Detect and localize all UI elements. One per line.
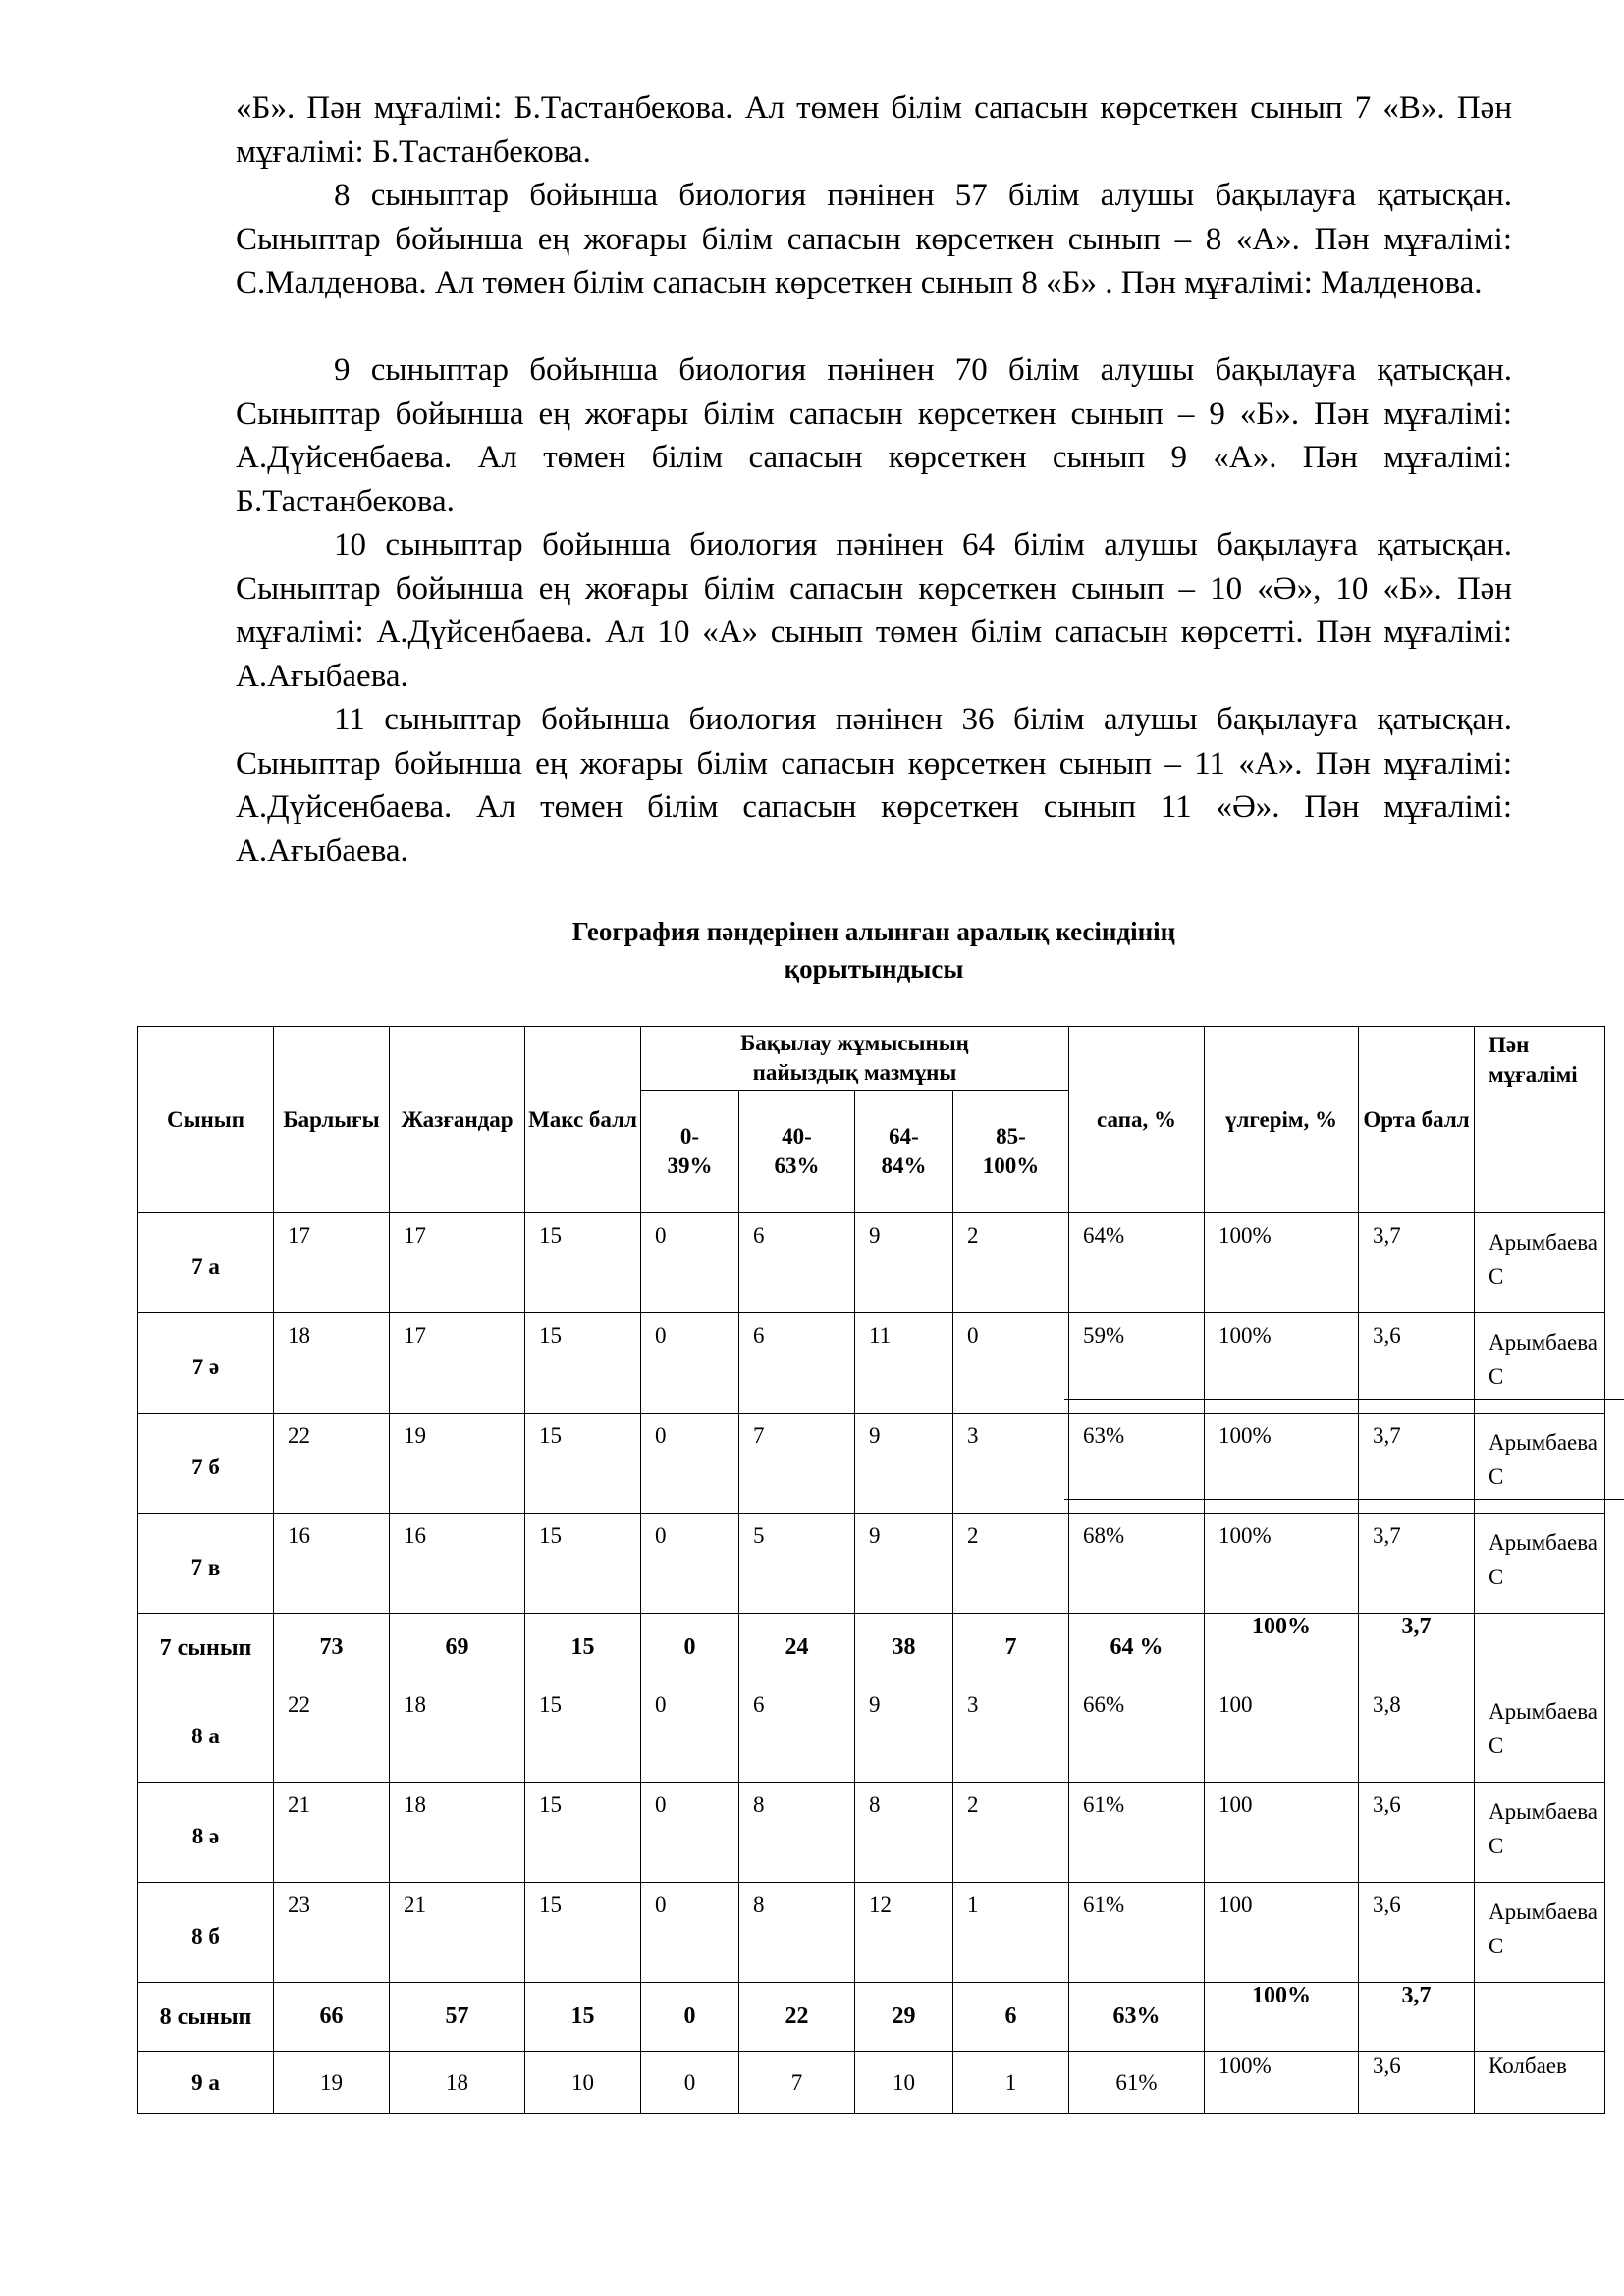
header-class: Сынып [138,1027,274,1213]
range-40-63-cell: 24 [739,1614,855,1682]
progress-cell: 100 [1205,1682,1359,1783]
quality-cell: 61% [1069,2052,1205,2114]
progress-cell: 100 [1205,1783,1359,1883]
total-cell: 21 [274,1783,390,1883]
paragraph-11-class: 11 сыныптар бойынша биология пәнінен 36 білім алушы бақылауға қатысқан. Сыныптар бойынша ең жоғары білім сапасын көрсеткен сынып – 11 «А». Пән мұғалімі: А.Дүйсенбаева. Ал төмен білім сапасын көрсеткен сынып 11 «Ә». Пән мұғалімі: А.Ағыбаева. [236,702,1512,869]
table-row [138,1682,1605,1783]
quality-cell: 66% [1069,1682,1205,1783]
total-cell: 19 [274,2052,390,2114]
table-border-artifact [1064,1399,1624,1400]
range-64-84-cell: 29 [855,1983,953,2052]
header-max-score: Макс балл [525,1027,641,1213]
quality-cell: 64% [1069,1213,1205,1313]
progress-cell: 100% [1205,2052,1359,2114]
quality-cell: 61% [1069,1883,1205,1983]
class-cell: 8 а [138,1682,274,1783]
range-64-84-cell: 12 [855,1883,953,1983]
average-cell: 3,7 [1359,1614,1475,1682]
header-quality: сапа, % [1069,1027,1205,1213]
average-cell: 3,6 [1359,2052,1475,2114]
teacher-cell: Арымбаева С [1475,1682,1605,1783]
range-40-63-cell: 6 [739,1213,855,1313]
header-range-0-39: 0-39% [641,1091,739,1213]
class-cell: 8 ә [138,1783,274,1883]
teacher-cell: Арымбаева С [1475,1414,1605,1514]
teacher-cell: Арымбаева С [1475,1213,1605,1313]
average-cell: 3,6 [1359,1883,1475,1983]
quality-cell: 64 % [1069,1614,1205,1682]
table-row [138,1514,1605,1614]
teacher-cell: Арымбаева С [1475,1514,1605,1614]
progress-cell: 100% [1205,1313,1359,1414]
written-cell: 18 [390,1783,525,1883]
header-average: Орта балл [1359,1027,1475,1213]
written-cell: 18 [390,1682,525,1783]
max-score-cell: 15 [525,1414,641,1514]
table-title-line-2: қорытындысы [784,954,964,984]
range-64-84-cell: 9 [855,1514,953,1614]
range-85-100-cell: 2 [953,1213,1069,1313]
header-range-85-100: 85-100% [953,1091,1069,1213]
written-cell: 57 [390,1983,525,2052]
table-row [138,2052,1605,2114]
teacher-cell [1475,1614,1605,1682]
range-85-100-cell: 1 [953,1883,1069,1983]
range-40-63-cell: 7 [739,2052,855,2114]
range-40-63-cell: 8 [739,1783,855,1883]
quality-cell: 59% [1069,1313,1205,1414]
table-title [236,913,1512,988]
range-0-39-cell: 0 [641,1783,739,1883]
range-40-63-cell: 5 [739,1514,855,1614]
max-score-cell: 10 [525,2052,641,2114]
table-title-line-1: География пәндерінен алынған аралық кесіндінің [571,917,1176,946]
total-cell: 16 [274,1514,390,1614]
progress-cell: 100% [1205,1414,1359,1514]
quality-cell: 61% [1069,1783,1205,1883]
average-cell: 3,7 [1359,1213,1475,1313]
range-0-39-cell: 0 [641,1414,739,1514]
table-row [138,1783,1605,1883]
max-score-cell: 15 [525,1614,641,1682]
header-progress: үлгерім, % [1205,1027,1359,1213]
range-0-39-cell: 0 [641,1313,739,1414]
max-score-cell: 15 [525,1883,641,1983]
quality-cell: 68% [1069,1514,1205,1614]
max-score-cell: 15 [525,1682,641,1783]
range-64-84-cell: 9 [855,1682,953,1783]
average-cell: 3,7 [1359,1514,1475,1614]
table-body [138,1213,1605,2114]
range-64-84-cell: 9 [855,1213,953,1313]
progress-cell: 100% [1205,1514,1359,1614]
total-cell: 17 [274,1213,390,1313]
range-85-100-cell: 3 [953,1682,1069,1783]
header-total: Барлығы [274,1027,390,1213]
header-range-64-84: 64-84% [855,1091,953,1213]
progress-cell: 100% [1205,1983,1359,2052]
table-border-artifact [1064,1499,1624,1500]
written-cell: 17 [390,1213,525,1313]
progress-cell: 100% [1205,1614,1359,1682]
range-64-84-cell: 10 [855,2052,953,2114]
table-row [138,1614,1605,1682]
range-85-100-cell: 6 [953,1983,1069,2052]
header-teacher: Пән мұғалімі [1475,1027,1605,1213]
total-cell: 73 [274,1614,390,1682]
range-85-100-cell: 3 [953,1414,1069,1514]
max-score-cell: 15 [525,1514,641,1614]
range-0-39-cell: 0 [641,1883,739,1983]
range-40-63-cell: 6 [739,1313,855,1414]
class-cell: 7 б [138,1414,274,1514]
results-table [137,1026,1605,2114]
progress-cell: 100 [1205,1883,1359,1983]
average-cell: 3,7 [1359,1983,1475,2052]
range-85-100-cell: 1 [953,2052,1069,2114]
quality-cell: 63% [1069,1414,1205,1514]
header-written: Жазғандар [390,1027,525,1213]
total-cell: 18 [274,1313,390,1414]
range-0-39-cell: 0 [641,1983,739,2052]
progress-cell: 100% [1205,1213,1359,1313]
class-cell: 7 а [138,1213,274,1313]
header-range-40-63: 40-63% [739,1091,855,1213]
teacher-cell [1475,1983,1605,2052]
total-cell: 22 [274,1414,390,1514]
total-cell: 23 [274,1883,390,1983]
written-cell: 18 [390,2052,525,2114]
teacher-cell: Арымбаева С [1475,1783,1605,1883]
total-cell: 66 [274,1983,390,2052]
average-cell: 3,7 [1359,1414,1475,1514]
class-cell: 7 сынып [138,1614,274,1682]
average-cell: 3,6 [1359,1313,1475,1414]
max-score-cell: 15 [525,1213,641,1313]
teacher-cell: Арымбаева С [1475,1883,1605,1983]
max-score-cell: 15 [525,1783,641,1883]
paragraph-10-class: 10 сыныптар бойынша биология пәнінен 64 білім алушы бақылауға қатысқан. Сыныптар бойынша ең жоғары білім сапасын көрсеткен сынып – 10 «Ә», 10 «Б». Пән мұғалімі: А.Дүйсенбаева. Ал 10 «А» сынып төмен білім сапасын көрсетті. Пән мұғалімі: А.Ағыбаева. [236,527,1512,694]
total-cell: 22 [274,1682,390,1783]
range-64-84-cell: 8 [855,1783,953,1883]
class-cell: 8 б [138,1883,274,1983]
range-85-100-cell: 2 [953,1783,1069,1883]
class-cell: 7 в [138,1514,274,1614]
written-cell: 19 [390,1414,525,1514]
range-64-84-cell: 9 [855,1414,953,1514]
average-cell: 3,8 [1359,1682,1475,1783]
teacher-cell: Арымбаева С [1475,1313,1605,1414]
range-40-63-cell: 8 [739,1883,855,1983]
table-row [138,1213,1605,1313]
range-0-39-cell: 0 [641,2052,739,2114]
paragraph-9-class: 9 сыныптар бойынша биология пәнінен 70 білім алушы бақылауға қатысқан. Сыныптар бойынша ең жоғары білім сапасын көрсеткен сынып – 9 «Б». Пән мұғалімі: А.Дүйсенбаева. Ал төмен білім сапасын көрсеткен сынып 9 «А». Пән мұғалімі: Б.Тастанбекова. [236,352,1512,519]
range-64-84-cell: 38 [855,1614,953,1682]
range-40-63-cell: 22 [739,1983,855,2052]
table-row [138,1883,1605,1983]
class-cell: 9 а [138,2052,274,2114]
max-score-cell: 15 [525,1983,641,2052]
range-0-39-cell: 0 [641,1514,739,1614]
max-score-cell: 15 [525,1313,641,1414]
range-85-100-cell: 0 [953,1313,1069,1414]
table-row [138,1983,1605,2052]
paragraph-7-class-end: «Б». Пән мұғалімі: Б.Тастанбекова. Ал төмен білім сапасын көрсеткен сынып 7 «В». Пән мұғалімі: Б.Тастанбекова. [236,90,1512,170]
class-cell: 8 сынып [138,1983,274,2052]
range-64-84-cell: 11 [855,1313,953,1414]
written-cell: 21 [390,1883,525,1983]
range-85-100-cell: 2 [953,1514,1069,1614]
paragraph-8-class: 8 сыныптар бойынша биология пәнінен 57 білім алушы бақылауға қатысқан. Сыныптар бойынша ең жоғары білім сапасын көрсеткен сынып – 8 «А». Пән мұғалімі: С.Малденова. Ал төмен білім сапасын көрсеткен сынып 8 «Б» . Пән мұғалімі: Малденова. [236,178,1512,301]
range-40-63-cell: 7 [739,1414,855,1514]
written-cell: 69 [390,1614,525,1682]
range-0-39-cell: 0 [641,1682,739,1783]
written-cell: 17 [390,1313,525,1414]
range-40-63-cell: 6 [739,1682,855,1783]
class-cell: 7 ә [138,1313,274,1414]
header-percent-group: Бақылау жұмысының пайыздық мазмұны [641,1027,1069,1091]
range-0-39-cell: 0 [641,1213,739,1313]
teacher-cell: Колбаев [1475,2052,1605,2114]
table-header [138,1027,1605,1213]
range-0-39-cell: 0 [641,1614,739,1682]
written-cell: 16 [390,1514,525,1614]
average-cell: 3,6 [1359,1783,1475,1883]
quality-cell: 63% [1069,1983,1205,2052]
range-85-100-cell: 7 [953,1614,1069,1682]
